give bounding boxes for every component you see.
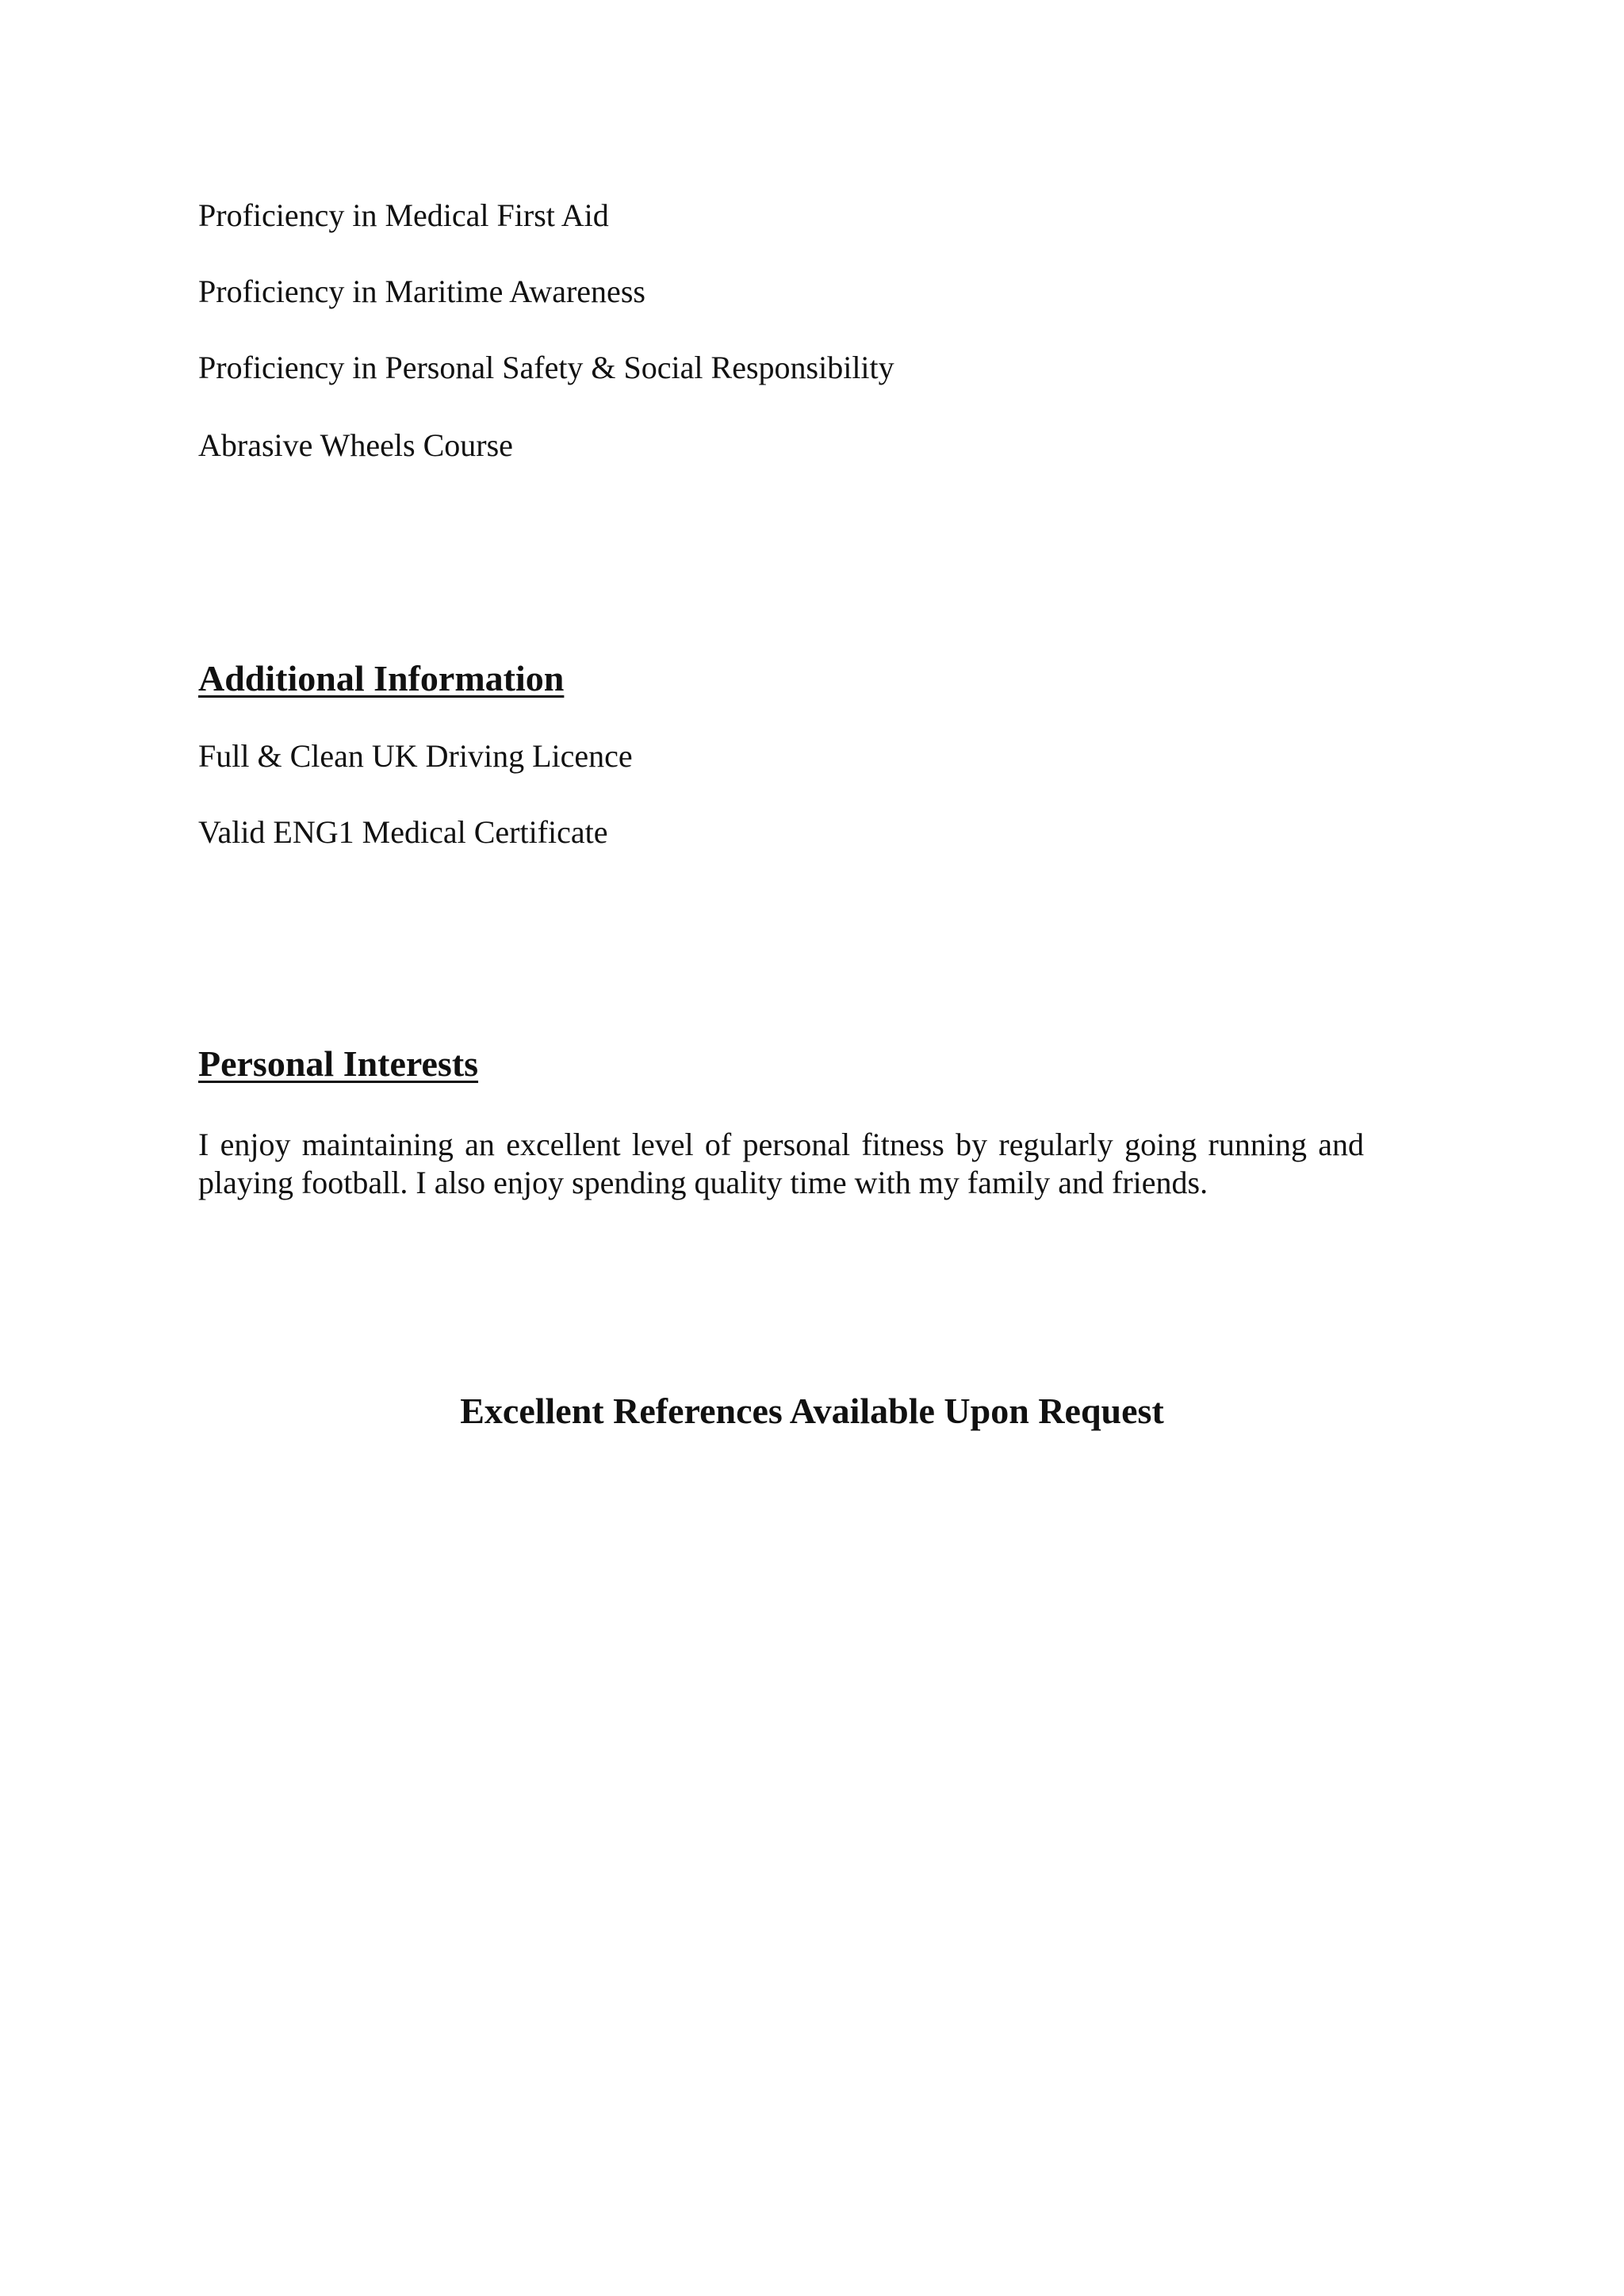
additional-item-driving-licence: Full & Clean UK Driving Licence xyxy=(198,738,633,774)
personal-interests-line-1: I enjoy maintaining an excellent level of personal fitness by regularly going running and xyxy=(198,1127,1364,1162)
certification-item-medical-first-aid: Proficiency in Medical First Aid xyxy=(198,197,609,233)
additional-item-medical-certificate: Valid ENG1 Medical Certificate xyxy=(198,814,608,850)
personal-interests-heading: Personal Interests xyxy=(198,1043,479,1084)
references-statement: Excellent References Available Upon Request xyxy=(460,1391,1164,1431)
certification-item-maritime-awareness: Proficiency in Maritime Awareness xyxy=(198,274,645,309)
certification-item-abrasive-wheels: Abrasive Wheels Course xyxy=(198,427,513,463)
certification-item-personal-safety: Proficiency in Personal Safety & Social Responsibility xyxy=(198,350,894,385)
personal-interests-line-2: playing football. I also enjoy spending quality time with my family and friends. xyxy=(198,1165,1208,1200)
additional-information-heading: Additional Information xyxy=(198,658,565,698)
personal-interests-paragraph xyxy=(198,1126,1364,1202)
